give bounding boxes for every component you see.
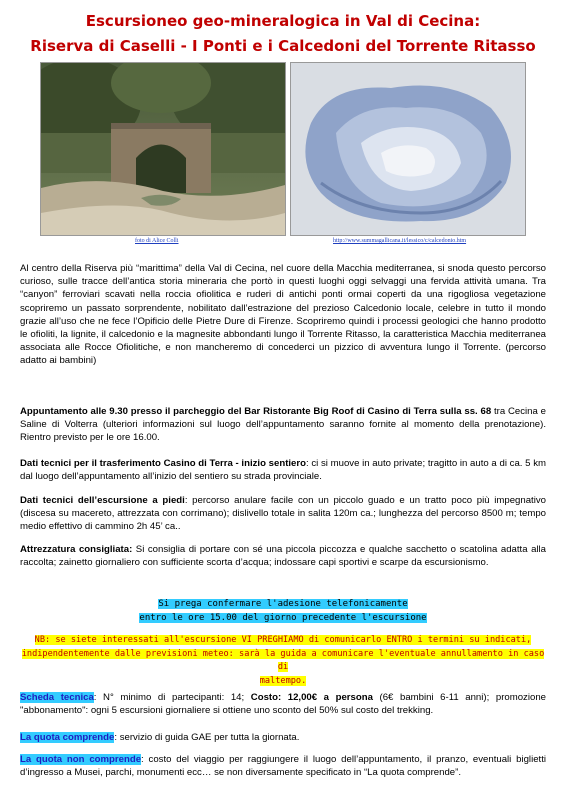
excludes-text: : costo del viaggio per raggiungere il luogo dell’appuntamento, il pranzo, eventuali biglietti d’ingresso a Musei, parchi, monumenti ecc… se non diversamente specificato in “La quota comprende”. [20, 754, 546, 779]
hike-paragraph [20, 494, 546, 534]
scheda-paragraph [20, 691, 546, 717]
includes-text: : servizio di guida GAE per tutta la giornata. [114, 732, 300, 743]
bridge-photo [40, 62, 286, 236]
appointment-text: tra Cecina e Saline di Volterra (ulteriori informazioni sul luogo dell’appuntamento saranno fornite al momento della prenotazione). Rientro previsto per le ore 16.00. [20, 406, 546, 444]
page-title: Escursioneo geo-mineralogica in Val di Cecina: [85, 12, 481, 30]
intro-paragraph: Al centro della Riserva più “marittima” della Val di Cecina, nel cuore della Macchia mediterranea, si snoda questo percorso curioso, sulle tracce dell’antica storia mineraria che portò in questi luoghi oggi selvaggi una fervida attività umana. Tra “canyon” ferroviari scavati nella roccia ofiolitica e ruderi di antichi ponti ormai coperti da una rigogliosa vegetazione scopriremo un passato sorprendente, nobilitato dall’estrazione del prezioso Calcedonio locale, celebre in tutto il mondo grazie all’uso che ne fece l’Opificio delle Pietre Dure di Firenze. Scopriremo quindi i processi geologici che hanno prodotto le ofioliti, la lignite, il calcedonio e la magnesite abbondanti lungo il Torrente Ritasso, la caratteristica Macchia mediterranea associata alle Rocce Ofiolitiche, e non mancheremo di concederci un pizzico di avventura lungo il Torrente. (percorso adatto ai bambini) [20, 263, 546, 367]
equipment-bold: Attrezzatura consigliata: [20, 544, 133, 555]
transfer-bold: Dati tecnici per il trasferimento Casino di Terra - inizio sentiero [20, 458, 306, 469]
excludes-label: La quota non comprende [20, 754, 142, 765]
confirm-box [20, 597, 546, 625]
scheda-text3: ; promozione "abbonamento": ogni 5 escursioni giornaliere si ottiene uno sconto del 50% sul costo del trekking. [20, 692, 546, 717]
page-subtitle: Riserva di Caselli - I Ponti e i Calcedoni del Torrente Ritasso [30, 37, 536, 55]
appointment-paragraph [20, 405, 546, 445]
transfer-text: : ci si muove in auto private; tragitto in auto a di ca. 5 km dal luogo dell’appuntamento all’inizio del sentiero su strada provinciale. [20, 458, 546, 483]
includes-label: La quota comprende [20, 732, 115, 743]
photo-credit-left[interactable]: foto di Alice Colli [135, 238, 179, 244]
scheda-text2: (6€ bambini 6-11 anni) [372, 692, 487, 703]
equipment-paragraph [20, 543, 546, 569]
note-line2: indipendentemente dalle previsioni meteo: sarà la guida a comunicare l'eventuale annullamento in caso di [21, 648, 545, 672]
scheda-text1: : N° minimo di partecipanti: 14; [93, 692, 251, 703]
confirm-line1: Si prega confermare l'adesione telefonicamente [158, 599, 408, 609]
hike-bold: Dati tecnici dell’escursione a piedi [20, 495, 185, 506]
note-line1: NB: se siete interessati all'escursione VI PREGHIAMO di comunicarlo ENTRO i termini su indicati, [34, 635, 532, 645]
confirm-line2: entro le ore 15.00 del giorno precedente l'escursione [139, 613, 427, 623]
transfer-paragraph [20, 457, 546, 483]
note-box [20, 634, 546, 688]
excludes-paragraph [20, 753, 546, 779]
appointment-bold: Appuntamento alle 9.30 presso il parcheggio del Bar Ristorante Big Roof di Casino di Terra sulla ss. 68 [20, 406, 492, 417]
hike-text: : percorso anulare facile con un piccolo guado e un tratto poco più impegnativo (discesa su macereto, attrezzata con corrimano); dislivello totale in salita 120m ca.; lunghezza del percorso 8500 m; tempo medio effettivo di cammino 2h 45’ ca.. [20, 495, 546, 533]
note-line3: maltempo. [259, 675, 307, 686]
equipment-text: Si consiglia di portare con sé una piccola piccozza e qualche sacchetto o scatolina adatta alla raccolta; zainetto giornaliero con sufficiente scorta d’acqua; indossare capi sportivi e scarpe da escursionismo. [20, 544, 546, 569]
chalcedony-photo [290, 62, 526, 236]
includes-paragraph [20, 731, 546, 744]
scheda-label: Scheda tecnica [20, 692, 94, 703]
photo-credit-right[interactable]: http://www.summagallicana.it/lessico/c/calcedonio.htm [333, 238, 467, 244]
scheda-cost: Costo: 12,00€ a persona [250, 692, 373, 703]
